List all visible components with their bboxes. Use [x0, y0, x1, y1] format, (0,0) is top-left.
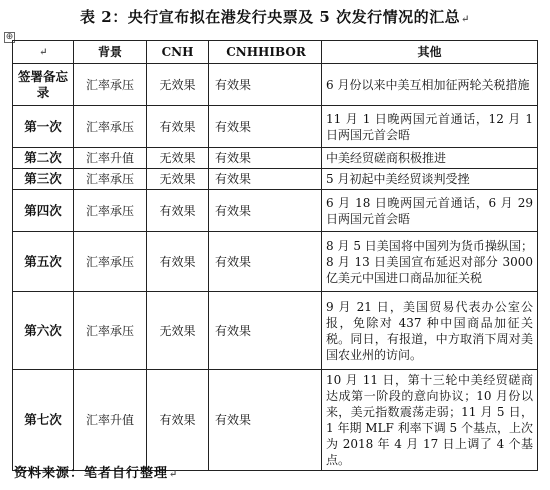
hibor-cell: 有效果 [209, 190, 322, 232]
row-label: 第五次 [13, 232, 74, 292]
other-cell: 6 月份以来中美互相加征两轮关税措施 [322, 64, 538, 106]
summary-table [12, 40, 538, 471]
hibor-cell: 有效果 [209, 64, 322, 106]
cnh-cell: 有效果 [147, 232, 209, 292]
row-label: 第四次 [13, 190, 74, 232]
background-cell: 汇率承压 [74, 169, 147, 190]
hibor-cell: 有效果 [209, 292, 322, 370]
cnh-cell: 无效果 [147, 64, 209, 106]
hibor-cell: 有效果 [209, 232, 322, 292]
background-cell: 汇率承压 [74, 106, 147, 148]
background-cell: 汇率承压 [74, 232, 147, 292]
background-cell: 汇率承压 [74, 292, 147, 370]
background-cell: 汇率承压 [74, 64, 147, 106]
table-row [13, 190, 538, 232]
row-label: 第一次 [13, 106, 74, 148]
title-text: 表 2：央行宣布拟在港发行央票及 5 次发行情况的汇总 [80, 8, 461, 26]
other-cell: 10 月 11 日，第十三轮中美经贸磋商达成第一阶段的意向协议；10 月份以来，美元指数震荡走弱；11 月 5 日，1 年期 MLF 利率下调 5 个基点，上次为 2018 年 4 月 17 日上调了 4 个基点。 [322, 370, 538, 471]
row-label: 签署备忘录 [13, 64, 74, 106]
header-cell: 其他 [322, 41, 538, 64]
other-cell: 5 月初起中美经贸谈判受挫 [322, 169, 538, 190]
row-label: 第七次 [13, 370, 74, 471]
hibor-cell: 有效果 [209, 106, 322, 148]
background-cell: 汇率承压 [74, 190, 147, 232]
table-row [13, 169, 538, 190]
header-cell [13, 41, 74, 64]
table-row [13, 64, 538, 106]
cnh-cell: 无效果 [147, 292, 209, 370]
header-cell: CNH [147, 41, 209, 64]
header-cell: CNHHIBOR [209, 41, 322, 64]
cnh-cell: 无效果 [147, 148, 209, 169]
background-cell: 汇率升值 [74, 148, 147, 169]
header-row [13, 41, 538, 64]
header-cell: 背景 [74, 41, 147, 64]
table-title [0, 6, 550, 27]
table-row [13, 370, 538, 471]
other-cell: 9 月 21 日，美国贸易代表办公室公报，免除对 437 种中国商品加征关税。同日，有报道，中方取消下周对美国农业州的访问。 [322, 292, 538, 370]
paragraph-mark-icon: ↵ [169, 469, 179, 480]
cnh-cell: 有效果 [147, 106, 209, 148]
other-cell: 中美经贸磋商积极推进 [322, 148, 538, 169]
row-label: 第二次 [13, 148, 74, 169]
cnh-cell: 无效果 [147, 169, 209, 190]
paragraph-mark-icon: ↵ [461, 14, 470, 25]
row-label: 第三次 [13, 169, 74, 190]
other-cell: 11 月 1 日晚两国元首通话，12 月 1 日两国元首会晤 [322, 106, 538, 148]
hibor-cell: 有效果 [209, 370, 322, 471]
row-label: 第六次 [13, 292, 74, 370]
table-row [13, 292, 538, 370]
other-cell: 8 月 5 日美国将中国列为货币操纵国；8 月 13 日美国宣布延迟对部分 3000 亿美元中国进口商品加征关税 [322, 232, 538, 292]
cnh-cell: 有效果 [147, 190, 209, 232]
paragraph-mark-icon: ↵ [39, 47, 48, 58]
source-note: 资料来源：笔者自行整理↵ [14, 466, 179, 481]
other-cell: 6 月 18 日晚两国元首通话，6 月 29 日两国元首会晤 [322, 190, 538, 232]
hibor-cell: 有效果 [209, 148, 322, 169]
table-anchor-icon[interactable]: ⊕ [5, 32, 14, 42]
cnh-cell: 有效果 [147, 370, 209, 471]
table-row [13, 232, 538, 292]
table-row [13, 148, 538, 169]
table-row [13, 106, 538, 148]
background-cell: 汇率升值 [74, 370, 147, 471]
hibor-cell: 有效果 [209, 169, 322, 190]
